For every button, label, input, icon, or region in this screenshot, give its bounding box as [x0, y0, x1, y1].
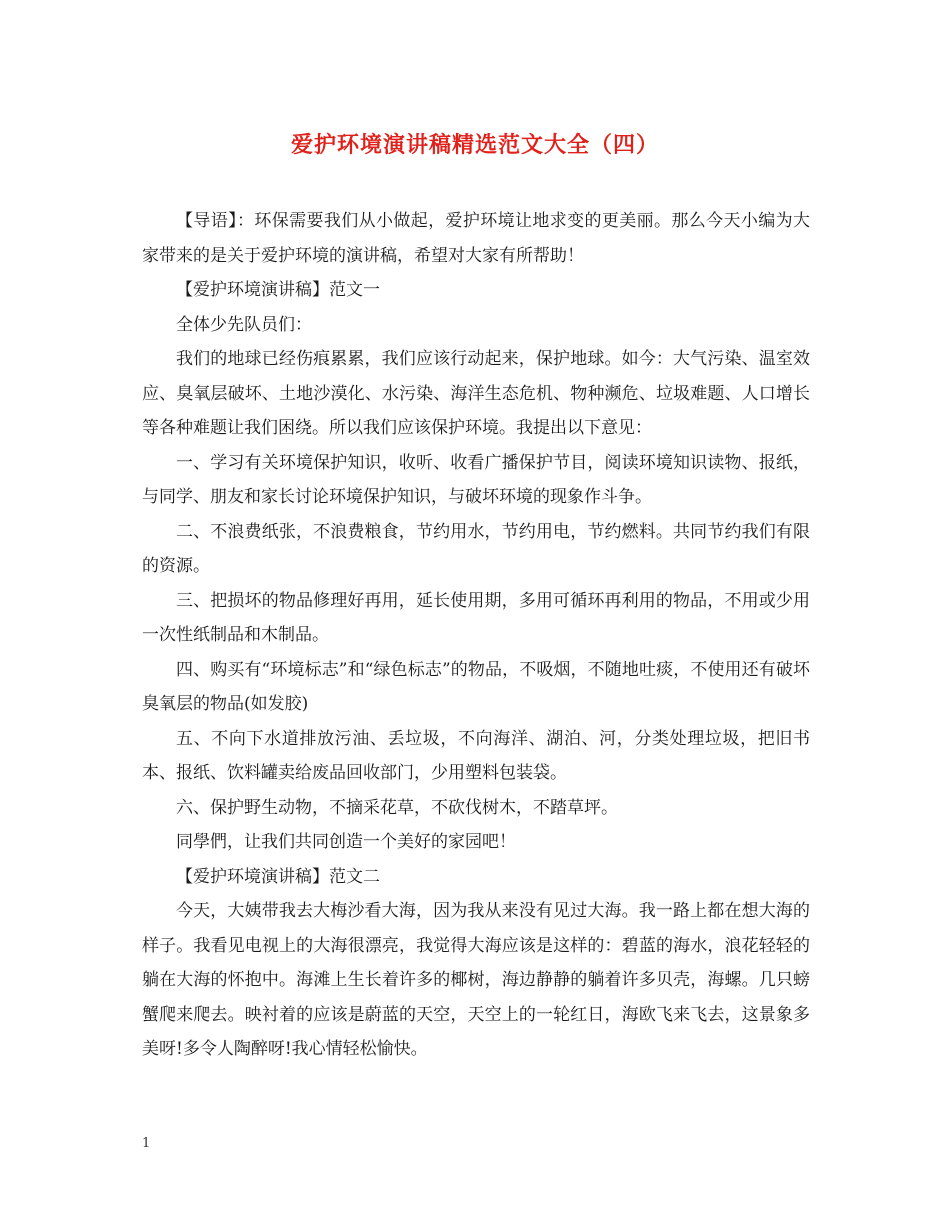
list-item-two: 二、不浪费纸张，不浪费粮食，节约用水，节约用电，节约燃料。共同节约我们有限的资源。	[142, 521, 810, 576]
document-title: 爱护环境演讲稿精选范文大全（四）	[290, 132, 659, 158]
intro-paragraph: 【导语】：环保需要我们从小做起，爱护环境让地求变的更美丽。那么今天小编为大家带来的是关于爱护环境的演讲稿，希望对大家有所帮助！	[142, 211, 810, 266]
body-paragraph: 今天，大姨带我去大梅沙看大海，因为我从来没有见过大海。我一路上都在想大海的样子。我看见电视上的大海很漂亮，我觉得大海应该是这样的：碧蓝的海水，浪花轻轻的躺在大海的怀抱中。海滩上生长着许多的椰树，海边静静的躺着许多贝壳，海螺。几只螃蟹爬来爬去。映衬着的应该是蔚蓝的天空，天空上的一轮红日，海欧飞来飞去，这景象多美呀!多令人陶醉呀!我心情轻松愉快。	[142, 901, 810, 1059]
list-item-five: 五、不向下水道排放污油、丢垃圾，不向海洋、湖泊、河，分类处理垃圾，把旧书本、报纸、饮料罐卖给废品回收部门，少用塑料包装袋。	[142, 728, 810, 783]
section-heading-sample-two: 【爱护环境演讲稿】范文二	[176, 866, 380, 887]
list-item-four: 四、购买有“环境标志”和“绿色标志”的物品，不吸烟，不随地吐痰，不使用还有破坏臭氧层的物品(如发胶)	[142, 659, 810, 714]
document-body	[142, 204, 810, 1067]
list-item-one: 一、学习有关环境保护知识，收听、收看广播保护节目，阅读环境知识读物、报纸，与同学、朋友和家长讨论环境保护知识，与破坏环境的现象作斗争。	[142, 452, 810, 507]
list-item-three: 三、把损坏的物品修理好再用，延长使用期，多用可循环再利用的物品，不用或少用一次性纸制品和木制品。	[142, 590, 810, 645]
closing-paragraph: 同學們，让我们共同创造一个美好的家园吧！	[176, 832, 516, 852]
salutation: 全体少先队员们：	[176, 314, 312, 335]
section-heading-sample-one: 【爱护环境演讲稿】范文一	[176, 280, 380, 300]
body-paragraph: 我们的地球已经伤痕累累，我们应该行动起来，保护地球。如今：大气污染、温室效应、臭氧层破坏、土地沙漠化、水污染、海洋生态危机、物种濒危、垃圾难题、人口增长等各种难题让我们困绕。所以我们应该保护环境。我提出以下意见：	[142, 349, 810, 438]
list-item-six: 六、保护野生动物，不摘采花草，不砍伐树木，不踏草坪。	[176, 797, 618, 818]
page-number: 1	[142, 1136, 151, 1151]
